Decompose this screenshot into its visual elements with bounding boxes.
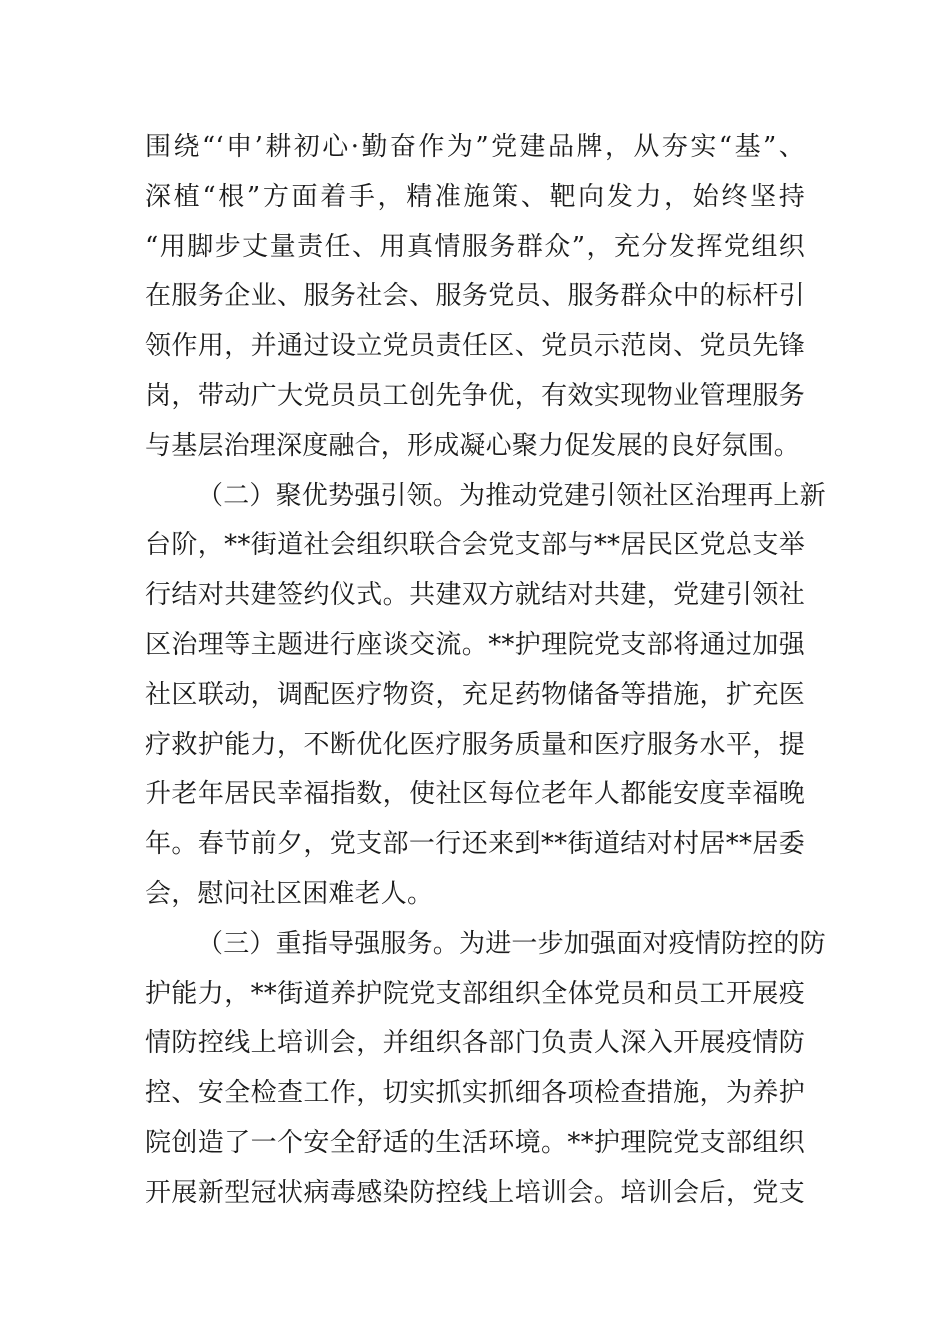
paragraph-line: 疗救护能力，不断优化医疗服务质量和医疗服务水平，提 [145,729,805,760]
paragraph-line: 深植“根”方面着手，精准施策、靶向发力，始终坚持 [145,181,805,212]
section-heading-line: （二）聚优势强引领。为推动党建引领社区治理再上新 [197,480,826,511]
paragraph-line: 围绕“‘申’耕初心·勤奋作为”党建品牌，从夯实“基”、 [145,132,805,162]
paragraph-line: 护能力，**街道养护院党支部组织全体党员和员工开展疫 [145,978,805,1009]
paragraph-line: 区治理等主题进行座谈交流。**护理院党支部将通过加强 [145,629,805,660]
paragraph-line: 岗，带动广大党员员工创先争优，有效实现物业管理服务 [145,380,805,411]
paragraph-line: 升老年居民幸福指数，使社区每位老年人都能安度幸福晚 [145,779,805,810]
paragraph-line: 控、安全检查工作，切实抓实抓细各项检查措施，为养护 [145,1078,805,1109]
paragraph-line: 台阶，**街道社会组织联合会党支部与**居民区党总支举 [145,530,805,561]
paragraph-line: 社区联动，调配医疗物资，充足药物储备等措施，扩充医 [145,679,805,710]
paragraph-line: “用脚步丈量责任、用真情服务群众”，充分发挥党组织 [145,231,805,262]
paragraph-line: 领作用，并通过设立党员责任区、党员示范岗、党员先锋 [145,331,805,362]
document-body [145,123,826,1219]
paragraph-line: 开展新型冠状病毒感染防控线上培训会。培训会后，党支 [145,1177,805,1208]
paragraph-line: 会，慰问社区困难老人。 [145,878,434,909]
paragraph-line: 情防控线上培训会，并组织各部门负责人深入开展疫情防 [145,1028,805,1059]
paragraph-line: 年。春节前夕，党支部一行还来到**街道结对村居**居委 [145,829,805,860]
paragraph-line: 行结对共建签约仪式。共建双方就结对共建，党建引领社 [145,580,805,611]
paragraph-line: 院创造了一个安全舒适的生活环境。**护理院党支部组织 [145,1127,805,1158]
section-heading-line: （三）重指导强服务。为进一步加强面对疫情防控的防 [197,928,826,959]
paragraph-line: 在服务企业、服务社会、服务党员、服务群众中的标杆引 [145,281,805,312]
paragraph-line: 与基层治理深度融合，形成凝心聚力促发展的良好氛围。 [145,430,801,461]
